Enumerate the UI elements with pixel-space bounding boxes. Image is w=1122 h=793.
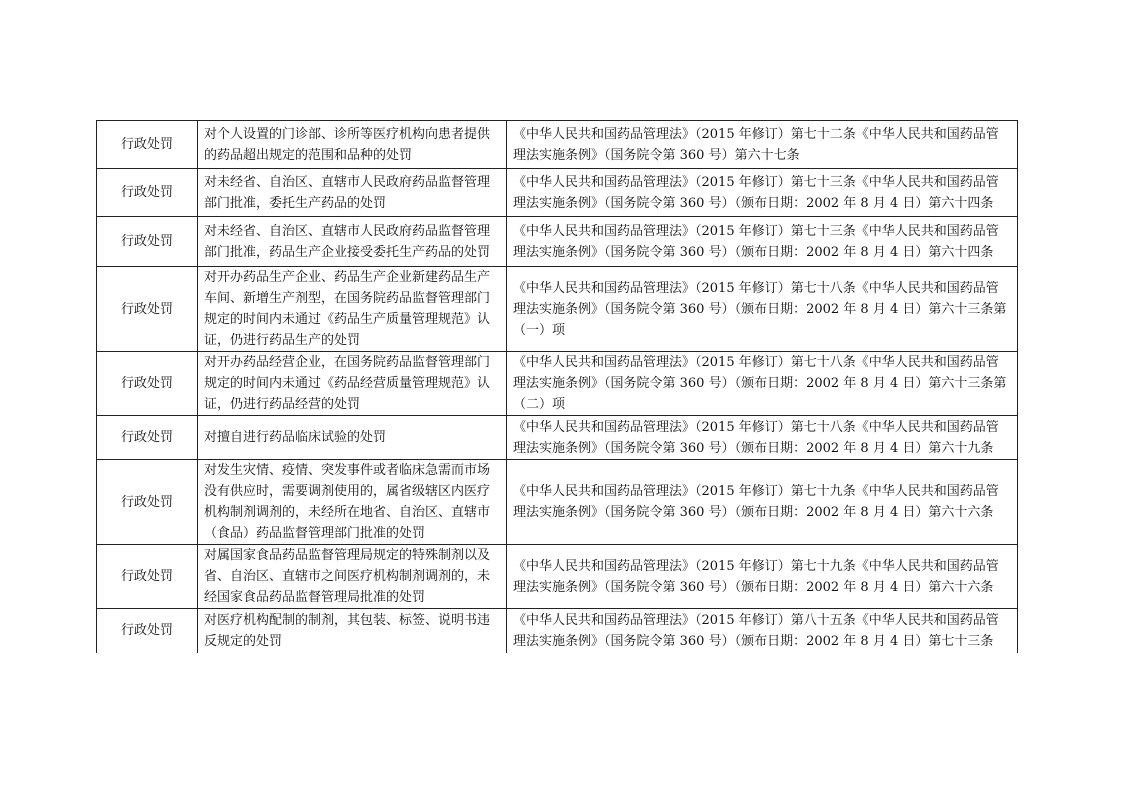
penalty-item-cell: 对未经省、自治区、直辖市人民政府药品监督管理部门批准，药品生产企业接受委托生产药品的处罚 xyxy=(198,217,507,267)
table-row xyxy=(97,609,1018,653)
penalty-type-cell: 行政处罚 xyxy=(97,267,198,352)
penalty-item-cell: 对开办药品经营企业，在国务院药品监督管理部门规定的时间内未通过《药品经营质量管理规范》认证，仍进行药品经营的处罚 xyxy=(198,352,507,416)
penalty-item-cell: 对发生灾情、疫情、突发事件或者临床急需而市场没有供应时，需要调剂使用的，属省级辖区内医疗机构制剂调剂的，未经所在地省、自治区、直辖市（食品）药品监督管理部门批准的处罚 xyxy=(198,460,507,545)
legal-basis-cell: 《中华人民共和国药品管理法》（2015 年修订）第七十八条《中华人民共和国药品管理法实施条例》（国务院令第 360 号）（颁布日期：2002 年 8 月 4 日）第六十九条 xyxy=(507,416,1018,460)
penalty-type-cell: 行政处罚 xyxy=(97,217,198,267)
table-row xyxy=(97,217,1018,267)
table-row xyxy=(97,352,1018,416)
table-row xyxy=(97,267,1018,352)
legal-basis-cell: 《中华人民共和国药品管理法》（2015 年修订）第八十五条《中华人民共和国药品管理法实施条例》（国务院令第 360 号）（颁布日期：2002 年 8 月 4 日）第七十三条 xyxy=(507,609,1018,653)
legal-basis-cell: 《中华人民共和国药品管理法》（2015 年修订）第七十九条《中华人民共和国药品管理法实施条例》（国务院令第 360 号）（颁布日期：2002 年 8 月 4 日）第六十六条 xyxy=(507,460,1018,545)
penalty-item-cell: 对擅自进行药品临床试验的处罚 xyxy=(198,416,507,460)
legal-basis-cell: 《中华人民共和国药品管理法》（2015 年修订）第七十二条《中华人民共和国药品管理法实施条例》（国务院令第 360 号）第六十七条 xyxy=(507,121,1018,169)
document-page xyxy=(96,120,1018,653)
penalty-type-cell: 行政处罚 xyxy=(97,416,198,460)
penalty-item-cell: 对未经省、自治区、直辖市人民政府药品监督管理部门批准，委托生产药品的处罚 xyxy=(198,169,507,217)
table-row xyxy=(97,460,1018,545)
legal-basis-cell: 《中华人民共和国药品管理法》（2015 年修订）第七十三条《中华人民共和国药品管理法实施条例》（国务院令第 360 号）（颁布日期：2002 年 8 月 4 日）第六十四条 xyxy=(507,217,1018,267)
legal-basis-cell: 《中华人民共和国药品管理法》（2015 年修订）第七十八条《中华人民共和国药品管理法实施条例》（国务院令第 360 号）（颁布日期：2002 年 8 月 4 日）第六十三条第（二）项 xyxy=(507,352,1018,416)
penalty-item-cell: 对属国家食品药品监督管理局规定的特殊制剂以及省、自治区、直辖市之间医疗机构制剂调剂的，未经国家食品药品监督管理局批准的处罚 xyxy=(198,545,507,609)
legal-basis-cell: 《中华人民共和国药品管理法》（2015 年修订）第七十九条《中华人民共和国药品管理法实施条例》（国务院令第 360 号）（颁布日期：2002 年 8 月 4 日）第六十六条 xyxy=(507,545,1018,609)
penalty-type-cell: 行政处罚 xyxy=(97,545,198,609)
table-row xyxy=(97,169,1018,217)
legal-basis-cell: 《中华人民共和国药品管理法》（2015 年修订）第七十八条《中华人民共和国药品管理法实施条例》（国务院令第 360 号）（颁布日期：2002 年 8 月 4 日）第六十三条第（一）项 xyxy=(507,267,1018,352)
table-row xyxy=(97,121,1018,169)
penalty-item-cell: 对医疗机构配制的制剂，其包装、标签、说明书违反规定的处罚 xyxy=(198,609,507,653)
penalty-type-cell: 行政处罚 xyxy=(97,121,198,169)
penalty-type-cell: 行政处罚 xyxy=(97,609,198,653)
penalty-type-cell: 行政处罚 xyxy=(97,460,198,545)
penalty-item-cell: 对开办药品生产企业、药品生产企业新建药品生产车间、新增生产剂型，在国务院药品监督管理部门规定的时间内未通过《药品生产质量管理规范》认证，仍进行药品生产的处罚 xyxy=(198,267,507,352)
penalty-type-cell: 行政处罚 xyxy=(97,352,198,416)
penalty-table xyxy=(96,120,1018,653)
legal-basis-cell: 《中华人民共和国药品管理法》（2015 年修订）第七十三条《中华人民共和国药品管理法实施条例》（国务院令第 360 号）（颁布日期：2002 年 8 月 4 日）第六十四条 xyxy=(507,169,1018,217)
table-row xyxy=(97,545,1018,609)
table-row xyxy=(97,416,1018,460)
penalty-type-cell: 行政处罚 xyxy=(97,169,198,217)
penalty-item-cell: 对个人设置的门诊部、诊所等医疗机构向患者提供的药品超出规定的范围和品种的处罚 xyxy=(198,121,507,169)
